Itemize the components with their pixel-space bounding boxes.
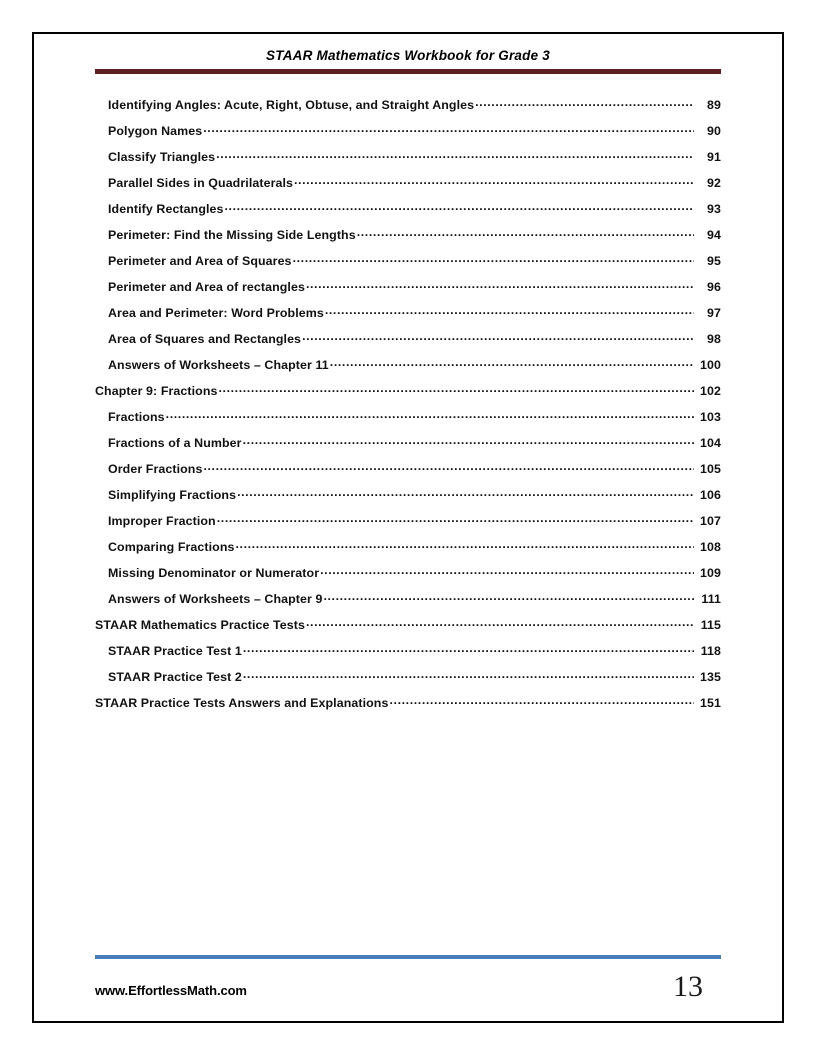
toc-entry[interactable]	[95, 227, 721, 253]
toc-entry-page-number: 97	[707, 306, 721, 321]
toc-entry-page-number: 96	[707, 280, 721, 295]
toc-entry[interactable]	[95, 331, 721, 357]
toc-entry[interactable]	[95, 513, 721, 539]
toc-entry-label: Improper Fraction	[108, 514, 216, 529]
toc-leader-dots	[243, 669, 694, 681]
toc-entry-page-number: 108	[700, 540, 721, 555]
header-rule	[95, 69, 721, 74]
toc-entry[interactable]	[95, 253, 721, 279]
toc-leader-dots	[243, 643, 694, 655]
toc-leader-dots	[294, 175, 694, 187]
toc-entry[interactable]	[95, 669, 721, 695]
toc-entry-page-number: 118	[700, 644, 721, 659]
toc-entry-page-number: 100	[700, 358, 721, 373]
running-header-title: STAAR Mathematics Workbook for Grade 3	[266, 48, 550, 63]
toc-leader-dots	[302, 331, 694, 343]
toc-entry-label: STAAR Practice Test 1	[108, 644, 242, 659]
toc-leader-dots	[475, 97, 694, 109]
toc-entry-page-number: 89	[707, 98, 721, 113]
toc-entry-page-number: 105	[700, 462, 721, 477]
table-of-contents	[95, 97, 721, 721]
toc-leader-dots	[243, 435, 694, 447]
toc-entry-page-number: 98	[707, 332, 721, 347]
toc-leader-dots	[306, 617, 694, 629]
toc-entry-label: Missing Denominator or Numerator	[108, 566, 320, 581]
toc-entry[interactable]	[95, 357, 721, 383]
toc-entry[interactable]	[95, 487, 721, 513]
toc-entry-label: Area of Squares and Rectangles	[108, 332, 302, 347]
toc-leader-dots	[389, 695, 694, 707]
toc-entry-label: Area and Perimeter: Word Problems	[108, 306, 324, 321]
toc-entry-page-number: 151	[700, 696, 721, 711]
toc-entry[interactable]	[95, 97, 721, 123]
toc-entry-label: Parallel Sides in Quadrilaterals	[108, 176, 294, 191]
toc-entry-page-number: 92	[707, 176, 721, 191]
toc-entry-page-number: 111	[701, 592, 721, 607]
toc-entry[interactable]	[95, 617, 721, 643]
toc-entry-page-number: 93	[707, 202, 721, 217]
toc-leader-dots	[306, 279, 694, 291]
toc-leader-dots	[203, 123, 694, 135]
toc-leader-dots	[293, 253, 694, 265]
toc-entry-label: Identify Rectangles	[108, 202, 224, 217]
toc-entry[interactable]	[95, 695, 721, 721]
toc-entry[interactable]	[95, 461, 721, 487]
toc-leader-dots	[357, 227, 694, 239]
toc-entry-label: Classify Triangles	[108, 150, 216, 165]
toc-entry[interactable]	[95, 643, 721, 669]
toc-entry-page-number: 135	[700, 670, 721, 685]
toc-entry[interactable]	[95, 383, 721, 409]
toc-leader-dots	[219, 383, 695, 395]
toc-entry[interactable]	[95, 175, 721, 201]
toc-entry[interactable]	[95, 435, 721, 461]
toc-entry[interactable]	[95, 539, 721, 565]
page-content	[95, 32, 721, 721]
toc-leader-dots	[216, 149, 694, 161]
toc-leader-dots	[330, 357, 694, 369]
toc-entry-page-number: 90	[707, 124, 721, 139]
toc-entry-page-number: 106	[700, 488, 721, 503]
toc-entry[interactable]	[95, 201, 721, 227]
toc-entry[interactable]	[95, 591, 721, 617]
toc-entry-label: Answers of Worksheets – Chapter 9	[108, 592, 323, 607]
toc-entry[interactable]	[95, 279, 721, 305]
toc-entry-label: Order Fractions	[108, 462, 203, 477]
toc-entry-label: Polygon Names	[108, 124, 203, 139]
footer-website-link[interactable]: www.EffortlessMath.com	[95, 983, 247, 998]
toc-leader-dots	[236, 539, 694, 551]
toc-entry-label: STAAR Practice Test 2	[108, 670, 242, 685]
footer-rule	[95, 955, 721, 959]
toc-entry[interactable]	[95, 123, 721, 149]
toc-entry-page-number: 91	[707, 150, 721, 165]
toc-leader-dots	[225, 201, 694, 213]
toc-entry-label: Perimeter: Find the Missing Side Lengths	[108, 228, 356, 243]
toc-entry-label: STAAR Mathematics Practice Tests	[95, 618, 306, 633]
toc-entry-label: Fractions	[108, 410, 165, 425]
toc-leader-dots	[237, 487, 694, 499]
toc-leader-dots	[203, 461, 694, 473]
toc-entry-page-number: 115	[700, 618, 721, 633]
toc-leader-dots	[166, 409, 694, 421]
toc-entry-page-number: 104	[700, 436, 721, 451]
toc-entry[interactable]	[95, 149, 721, 175]
toc-entry-label: Perimeter and Area of Squares	[108, 254, 292, 269]
toc-leader-dots	[323, 591, 694, 603]
toc-entry-label: Perimeter and Area of rectangles	[108, 280, 305, 295]
toc-leader-dots	[217, 513, 694, 525]
page-footer	[95, 955, 721, 1002]
toc-entry[interactable]	[95, 409, 721, 435]
toc-entry-label: Comparing Fractions	[108, 540, 235, 555]
toc-entry-label: STAAR Practice Tests Answers and Explanations	[95, 696, 389, 711]
toc-entry[interactable]	[95, 565, 721, 591]
toc-leader-dots	[320, 565, 694, 577]
toc-entry-label: Simplifying Fractions	[108, 488, 237, 503]
toc-entry-label: Chapter 9: Fractions	[95, 384, 218, 399]
footer-row	[95, 968, 721, 1002]
toc-entry-page-number: 94	[707, 228, 721, 243]
toc-entry[interactable]	[95, 305, 721, 331]
toc-entry-label: Fractions of a Number	[108, 436, 242, 451]
toc-entry-page-number: 102	[700, 384, 721, 399]
toc-entry-label: Identifying Angles: Acute, Right, Obtuse, and Straight Angles	[108, 98, 475, 113]
toc-entry-page-number: 95	[707, 254, 721, 269]
toc-entry-page-number: 107	[700, 514, 721, 529]
footer-page-number: 13	[673, 970, 703, 1003]
toc-leader-dots	[325, 305, 694, 317]
toc-entry-label: Answers of Worksheets – Chapter 11	[108, 358, 329, 373]
toc-entry-page-number: 103	[700, 410, 721, 425]
toc-entry-page-number: 109	[700, 566, 721, 581]
